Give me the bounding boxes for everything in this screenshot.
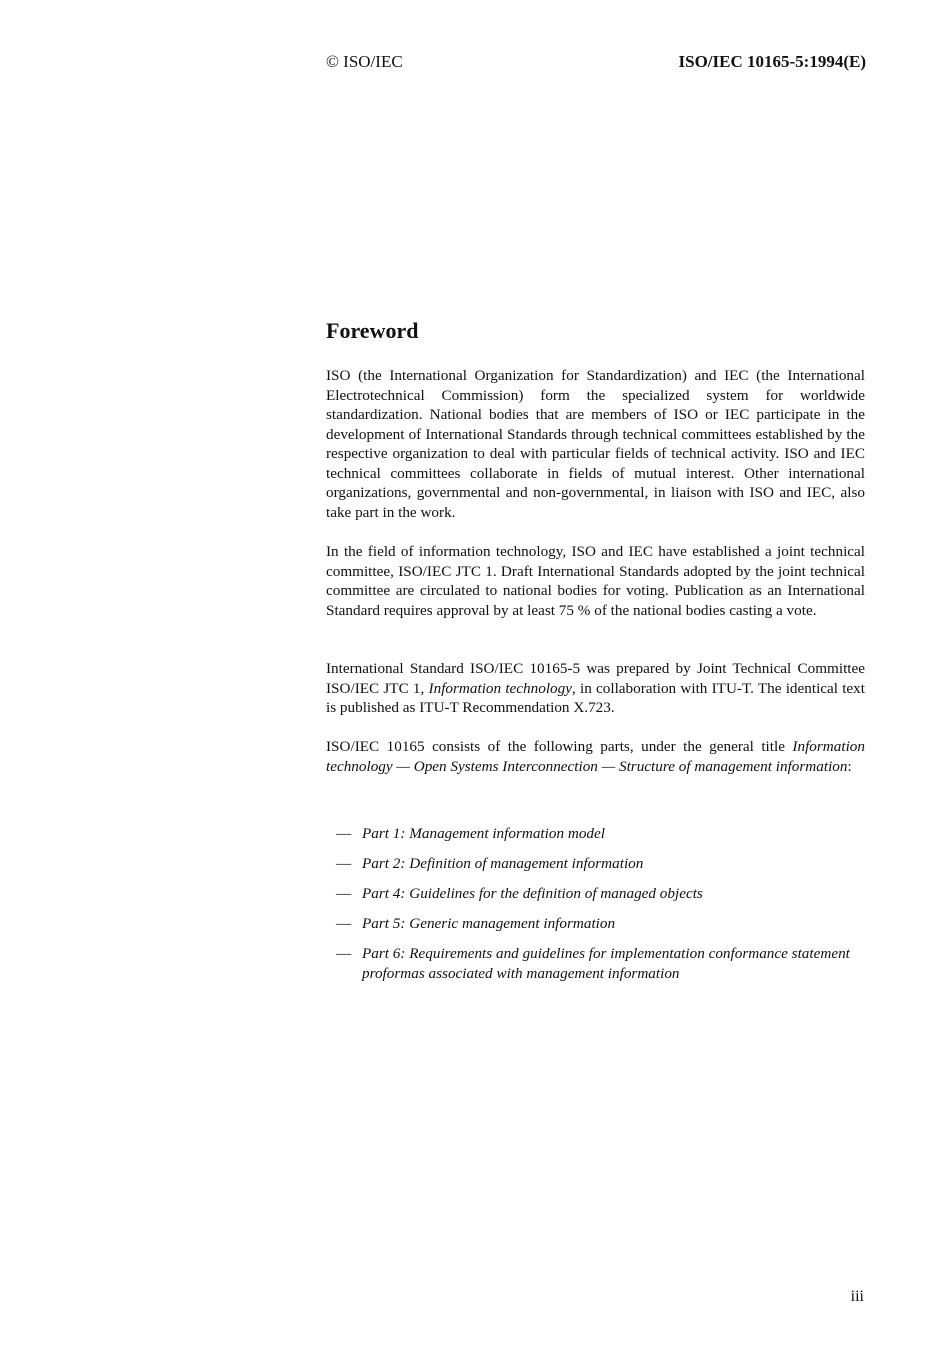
paragraph-parts-intro-text-b: : — [847, 757, 852, 775]
page-title: Foreword — [326, 318, 419, 343]
header-copyright: © ISO/IEC — [326, 52, 403, 71]
list-dash: — — [336, 885, 352, 902]
list-dash: — — [336, 855, 352, 872]
list-dash: — — [336, 945, 352, 962]
list-item-text: Part 1: Management information model — [362, 825, 605, 842]
list-item-text: Part 4: Guidelines for the definition of managed objects — [362, 885, 703, 902]
list-item-text: Part 2: Definition of management information — [362, 855, 644, 872]
list-item — [336, 824, 865, 844]
list-dash: — — [336, 915, 352, 932]
paragraph-preparation — [326, 659, 865, 718]
paragraph-preparation-text-b: , in collaboration with ITU-T. The identical text is published as ITU-T Recommendation X.723. — [326, 679, 865, 716]
list-item — [336, 914, 865, 934]
list-item — [336, 854, 865, 874]
list-item — [336, 944, 865, 983]
list-dash: — — [336, 825, 352, 842]
list-item-text: Part 5: Generic management information — [362, 915, 616, 932]
paragraph-parts-intro-italic: Information technology — Open Systems Interconnection — Structure of management information — [326, 738, 865, 775]
page-number: iii — [850, 1288, 864, 1305]
parts-list — [336, 824, 865, 994]
list-item-text: Part 6: Requirements and guidelines for implementation conformance statement proformas associated with management information — [362, 945, 850, 982]
paragraph-parts-intro — [326, 737, 865, 776]
paragraph-organizations: ISO (the International Organization for Standardization) and IEC (the International Electrotechnical Commission) form the specialized system for worldwide standardization. National bodies that are members of ISO or IEC participate in the development of International Standards through technical committees established by the respective organization to deal with particular fields of technical activity. ISO and IEC technical committees collaborate in fields of mutual interest. Other international organizations, governmental and non-governmental, in liaison with ISO and IEC, also take part in the work. — [326, 367, 865, 521]
paragraph-preparation-italic: Information technology — [428, 679, 572, 697]
paragraph-jtc1: In the field of information technology, ISO and IEC have established a joint technical committee, ISO/IEC JTC 1. Draft International Standards adopted by the joint technical committee are circulated to national bodies for voting. Publication as an International Standard requires approval by at least 75 % of the national bodies casting a vote. — [326, 543, 865, 619]
list-item — [336, 884, 865, 904]
header-standard-number: ISO/IEC 10165-5:1994(E) — [678, 52, 866, 71]
paragraph-parts-intro-text-a: ISO/IEC 10165 consists of the following parts, under the general title — [326, 738, 793, 755]
paragraph-preparation-text-a: International Standard ISO/IEC 10165-5 was prepared by Joint Technical Committee ISO/IEC JTC 1, — [326, 660, 865, 697]
